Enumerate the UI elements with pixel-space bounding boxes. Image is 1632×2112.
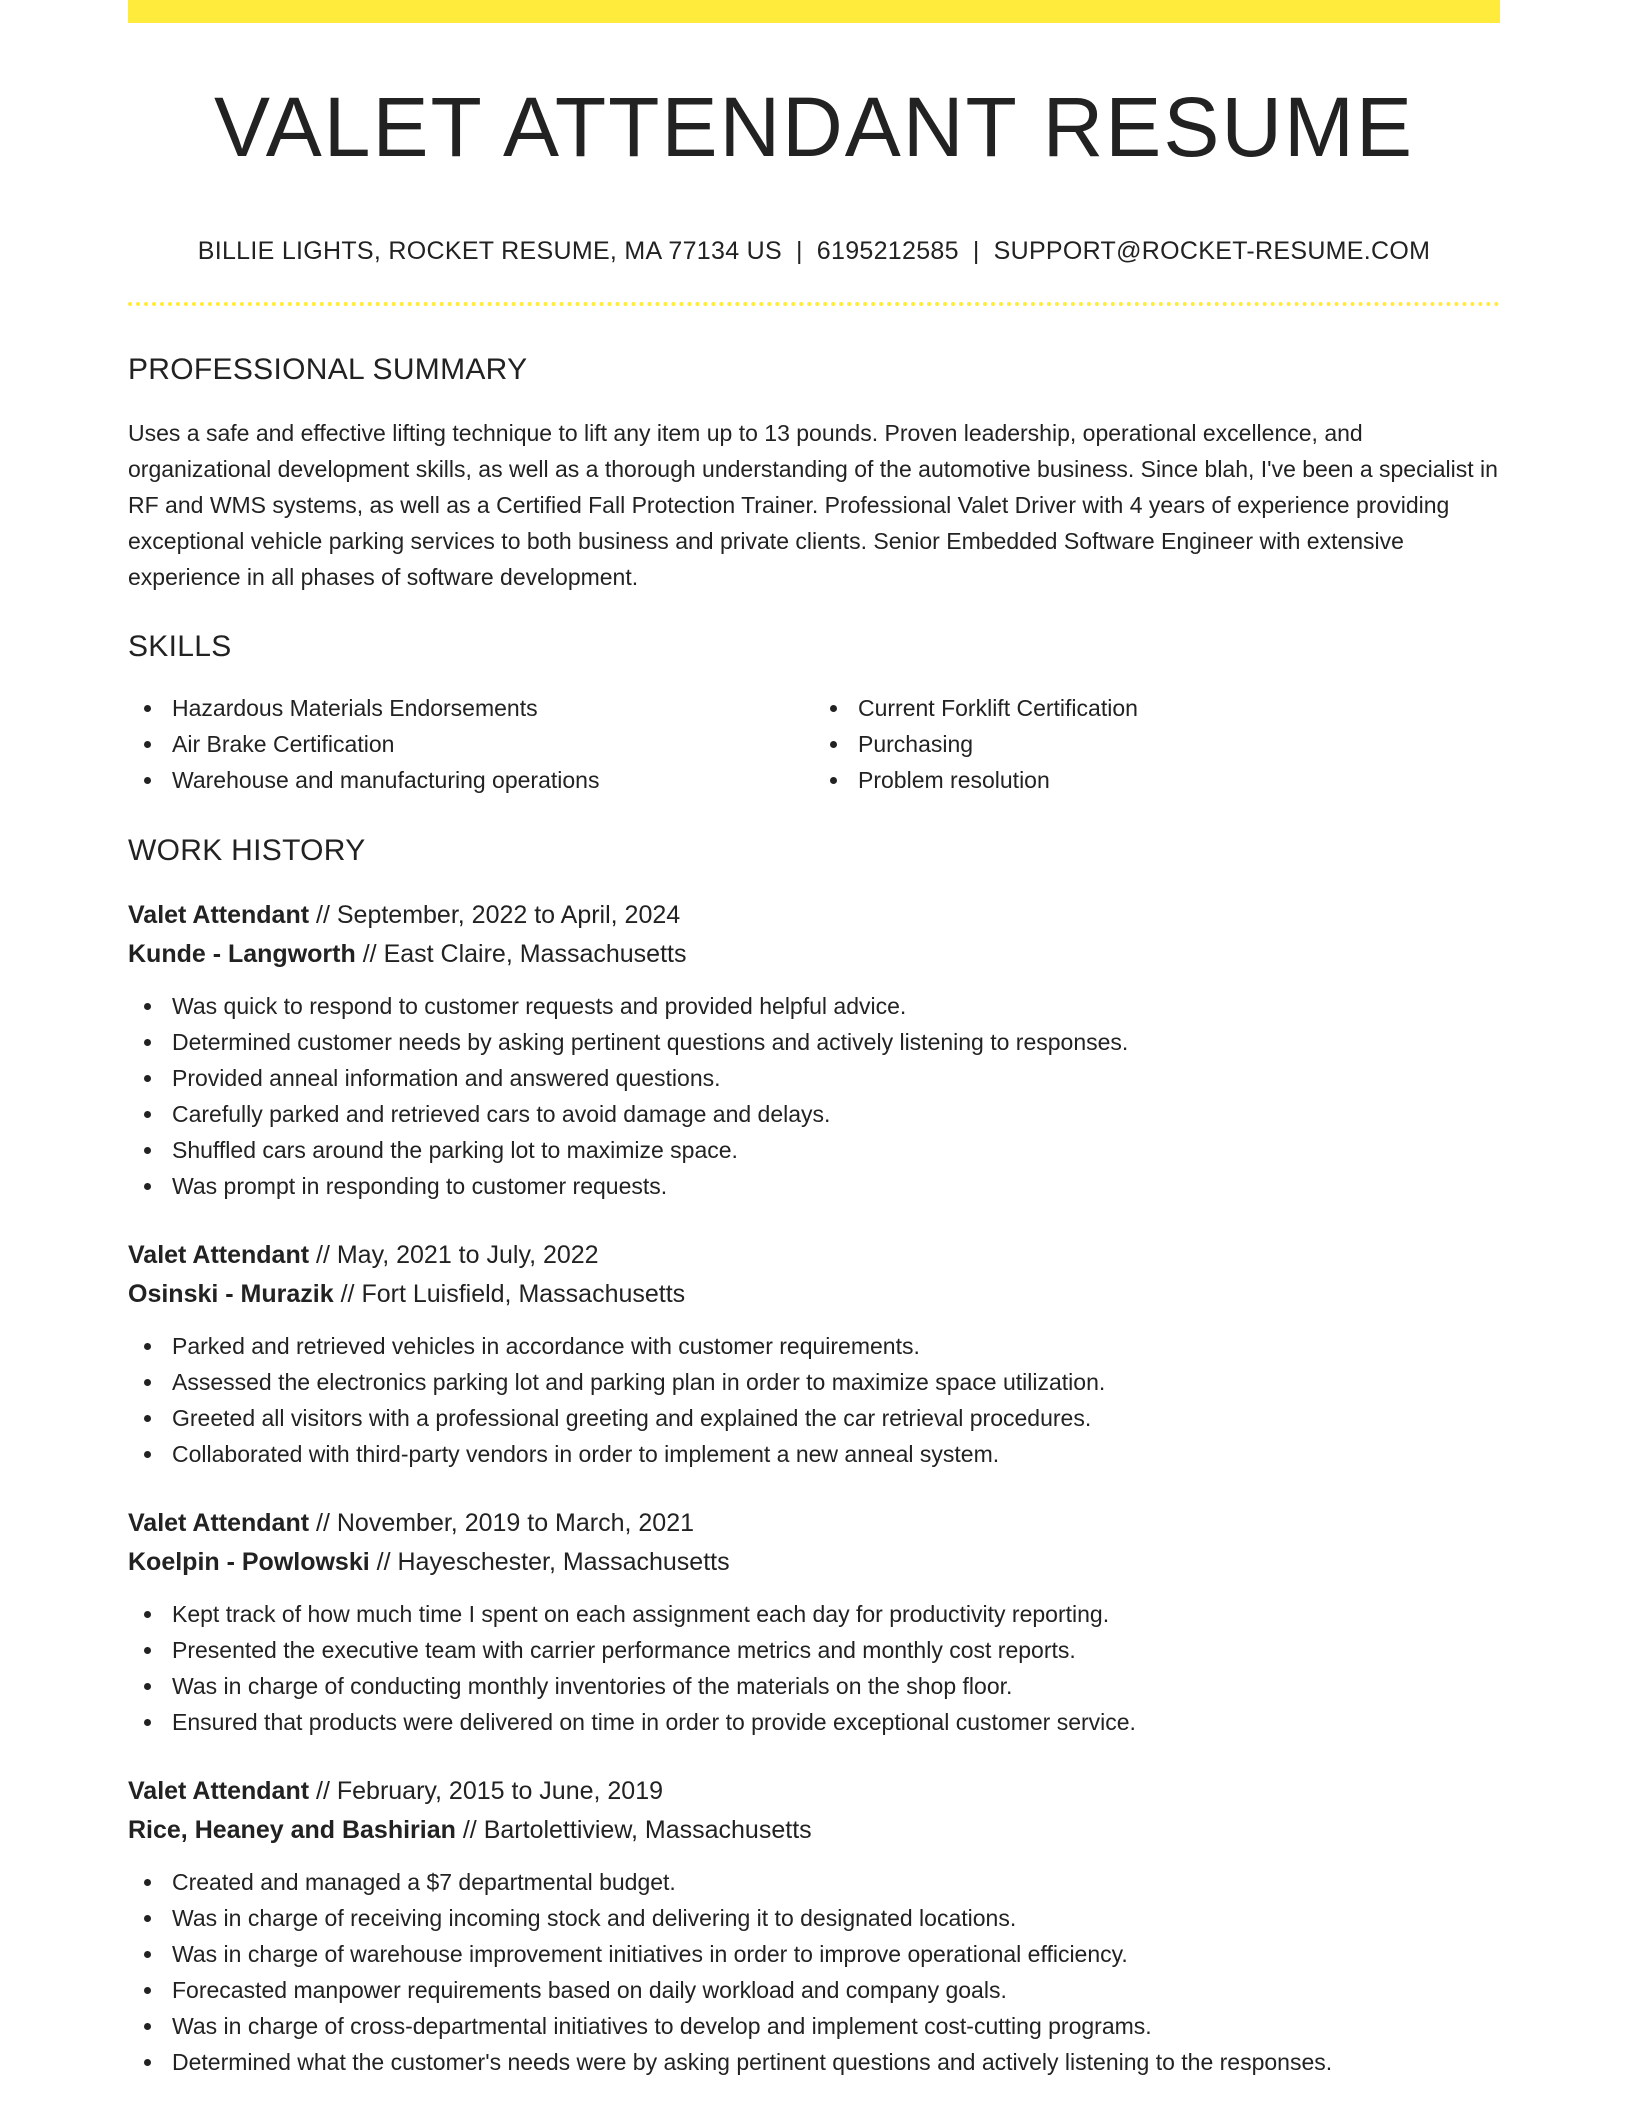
job-bullet: Provided anneal information and answered questions. (128, 1060, 1500, 1096)
job-bullet: Parked and retrieved vehicles in accordance with customer requirements. (128, 1328, 1500, 1364)
job-dates: November, 2019 to March, 2021 (336, 1509, 695, 1537)
job-bullets (128, 1864, 1500, 2080)
job-bullet: Was in charge of receiving incoming stock and delivering it to designated locations. (128, 1900, 1500, 1936)
skills-column-left (128, 690, 814, 798)
job-bullet: Collaborated with third-party vendors in order to implement a new anneal system. (128, 1436, 1500, 1472)
job-bullets (128, 1328, 1500, 1472)
job-bullet: Assessed the electronics parking lot and parking plan in order to maximize space utilization. (128, 1364, 1500, 1400)
resume-title: VALET ATTENDANT RESUME (213, 80, 1415, 174)
accent-top-bar (128, 0, 1500, 23)
resume-page (128, 0, 1500, 2080)
job-entry (128, 896, 1500, 1204)
job-location: Fort Luisfield, Massachusetts (361, 1280, 686, 1308)
skill-item: Current Forklift Certification (814, 690, 1500, 726)
skill-item: Problem resolution (814, 762, 1500, 798)
job-title: Valet Attendant (128, 1241, 310, 1269)
job-separator: // (316, 1777, 330, 1805)
job-title: Valet Attendant (128, 1777, 310, 1805)
job-bullet: Was in charge of conducting monthly inventories of the materials on the shop floor. (128, 1668, 1500, 1704)
job-company-line (128, 1275, 1500, 1314)
dotted-divider (128, 302, 1500, 306)
contact-line (128, 239, 1500, 264)
job-bullet: Carefully parked and retrieved cars to avoid damage and delays. (128, 1096, 1500, 1132)
job-location: East Claire, Massachusetts (383, 940, 687, 968)
job-bullets (128, 988, 1500, 1204)
job-title: Valet Attendant (128, 1509, 310, 1537)
job-entry (128, 1772, 1500, 2080)
job-company-line (128, 935, 1500, 974)
contact-email: SUPPORT@ROCKET-RESUME.COM (993, 237, 1431, 265)
job-separator: // (316, 901, 330, 929)
job-bullets (128, 1596, 1500, 1740)
job-dates: February, 2015 to June, 2019 (336, 1777, 664, 1805)
job-dates: May, 2021 to July, 2022 (336, 1241, 599, 1269)
job-title: Valet Attendant (128, 901, 310, 929)
skill-item: Air Brake Certification (128, 726, 814, 762)
job-bullet: Shuffled cars around the parking lot to maximize space. (128, 1132, 1500, 1168)
work-history-heading: WORK HISTORY (128, 834, 366, 867)
job-company: Koelpin - Powlowski (128, 1548, 370, 1576)
job-separator: // (362, 940, 377, 968)
job-bullet: Was quick to respond to customer requests and provided helpful advice. (128, 988, 1500, 1024)
work-history-list (128, 896, 1500, 2080)
skills-grid (128, 690, 1500, 798)
job-company: Kunde - Langworth (128, 940, 356, 968)
job-separator: // (462, 1816, 477, 1844)
job-title-line (128, 1772, 1500, 1811)
contact-separator: | (795, 237, 803, 265)
job-title-line (128, 896, 1500, 935)
job-separator: // (340, 1280, 355, 1308)
job-bullet: Forecasted manpower requirements based on daily workload and company goals. (128, 1972, 1500, 2008)
job-separator: // (316, 1241, 330, 1269)
job-separator: // (316, 1509, 330, 1537)
job-bullet: Greeted all visitors with a professional greeting and explained the car retrieval procedures. (128, 1400, 1500, 1436)
job-company-line (128, 1543, 1500, 1582)
skills-column-right (814, 690, 1500, 798)
job-location: Hayeschester, Massachusetts (397, 1548, 730, 1576)
job-bullet: Was prompt in responding to customer requests. (128, 1168, 1500, 1204)
job-dates: September, 2022 to April, 2024 (336, 901, 681, 929)
job-company: Rice, Heaney and Bashirian (128, 1816, 456, 1844)
job-bullet: Ensured that products were delivered on time in order to provide exceptional customer service. (128, 1704, 1500, 1740)
job-company: Osinski - Murazik (128, 1280, 334, 1308)
job-bullet: Was in charge of warehouse improvement initiatives in order to improve operational efficiency. (128, 1936, 1500, 1972)
job-entry (128, 1236, 1500, 1472)
summary-text: Uses a safe and effective lifting technique to lift any item up to 13 pounds. Proven leadership, operational excellence, and organizational development skills, as well as a thorough understanding of the automotive business. Since blah, I've been a specialist in RF and WMS systems, as well as a Certified Fall Protection Trainer. Professional Valet Driver with 4 years of experience providing exceptional vehicle parking services to both business and private clients. Senior Embedded Software Engineer with extensive experience in all phases of software development. (128, 420, 1498, 590)
job-bullet: Determined what the customer's needs were by asking pertinent questions and actively listening to the responses. (128, 2044, 1500, 2080)
contact-separator: | (972, 237, 980, 265)
job-bullet: Kept track of how much time I spent on each assignment each day for productivity reporting. (128, 1596, 1500, 1632)
skills-heading: SKILLS (128, 630, 232, 663)
job-bullet: Presented the executive team with carrier performance metrics and monthly cost reports. (128, 1632, 1500, 1668)
contact-phone: 6195212585 (816, 237, 959, 265)
job-title-line (128, 1236, 1500, 1275)
job-entry (128, 1504, 1500, 1740)
job-bullet: Determined customer needs by asking pertinent questions and actively listening to responses. (128, 1024, 1500, 1060)
job-title-line (128, 1504, 1500, 1543)
skill-item: Warehouse and manufacturing operations (128, 762, 814, 798)
summary-heading: PROFESSIONAL SUMMARY (128, 353, 528, 386)
skill-item: Hazardous Materials Endorsements (128, 690, 814, 726)
skill-item: Purchasing (814, 726, 1500, 762)
job-location: Bartolettiview, Massachusetts (483, 1816, 812, 1844)
job-company-line (128, 1811, 1500, 1850)
job-bullet: Created and managed a $7 departmental budget. (128, 1864, 1500, 1900)
job-separator: // (376, 1548, 391, 1576)
contact-address: BILLIE LIGHTS, ROCKET RESUME, MA 77134 US (197, 237, 782, 265)
job-bullet: Was in charge of cross-departmental initiatives to develop and implement cost-cutting programs. (128, 2008, 1500, 2044)
